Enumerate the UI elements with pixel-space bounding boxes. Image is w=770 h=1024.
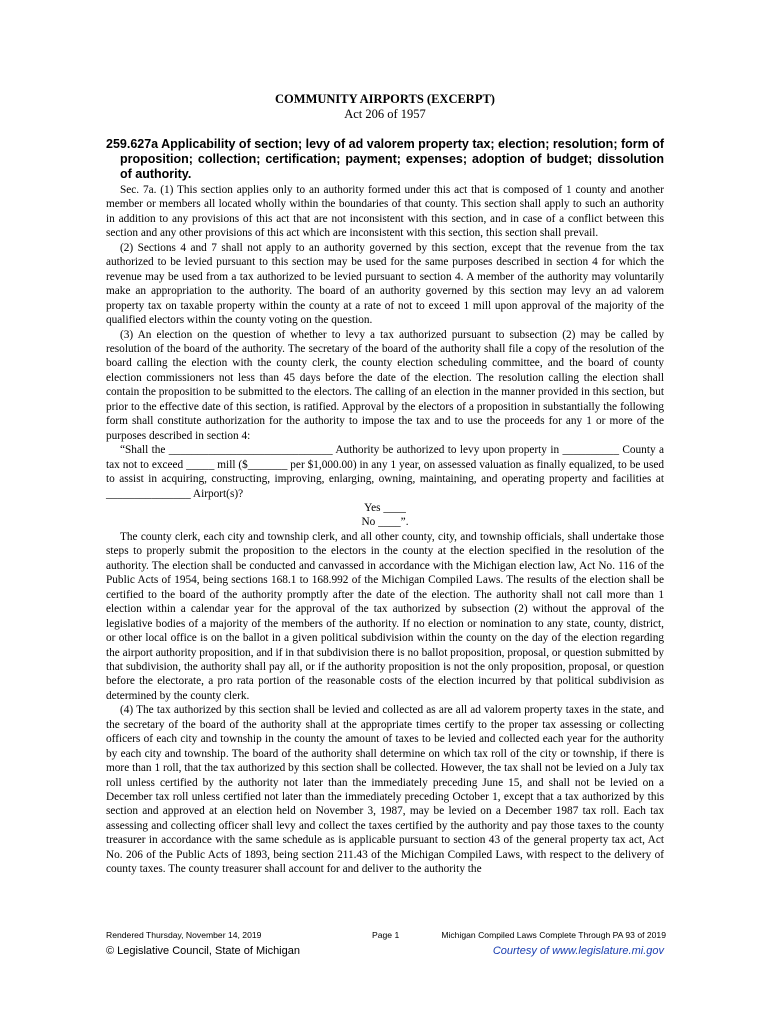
paragraph-5: (4) The tax authorized by this section shall be levied and collected as are all ad valorem property taxes in the state, and the secretary of the board of the authority shall at the appropriate times certify to the proper tax assessing or collecting officers of each city and township in the county the amount of taxes to be levied and collected each year for the authority by each city and township. The board of the authority shall determine on which tax roll of the city or township, if there is more than 1 roll, that the tax authorized by this section shall be collected. However, the tax shall not be levied on a July tax roll unless certified by the authority not later than the immediately preceding June 15, and shall not be levied on a December tax roll unless certified not later than the immediately preceding October 1, except that a tax authorized by this section and approved at an election held on November 3, 1987, may be levied on a December 1987 tax roll. Each tax assessing and collecting officer shall levy and collect the taxes certified by the authority and pay those taxes to the county treasurer in accordance with the same schedule as is applicable pursuant to section 43 of the general property tax act, Act No. 206 of the Public Acts of 1893, being section 211.43 of the Michigan Compiled Laws, with respect to the delivery of county taxes. The county treasurer shall account for and deliver to the authority the (106, 704, 664, 876)
copyright-notice: © Legislative Council, State of Michigan (106, 945, 300, 957)
page-number: Page 1 (372, 930, 400, 940)
paragraph-3: (3) An election on the question of whether to levy a tax authorized pursuant to subsection (2) may be called by resolution of the board of the authority. The secretary of the board of the authority shall file a copy of the resolution of the board calling the election with the county clerk, the county election scheduling committee, and the board of county election commissioners not less than 45 days before the date of the election. The resolution calling the election shall contain the proposition to be submitted to the electors. The calling of an election in the manner provided in this section, but prior to the effective date of this section, is ratified. Approval by the electors of a proposition in substantially the following form shall constitute authorization for the authority to impose the tax and to use the proceeds for any 1 or more of the purposes described in section 4: (106, 328, 664, 442)
page-footer (106, 930, 666, 941)
document-title: COMMUNITY AIRPORTS (EXCERPT) (275, 92, 495, 106)
courtesy-link[interactable]: Courtesy of www.legislature.mi.gov (492, 945, 664, 957)
paragraph-4: The county clerk, each city and township clerk, and all other county, city, and township officials, shall undertake those steps to properly submit the proposition to the electors in the county at the election specified in the resolution of the authority. The election shall be conducted and canvassed in accordance with the Michigan election law, Act No. 116 of the Public Acts of 1954, being sections 168.1 to 168.992 of the Michigan Compiled Laws. The results of the election shall be certified to the board of the authority promptly after the date of the election. The authority shall not call more than 1 election within a calendar year for the approval of the tax authorized by subsection (2) without the approval of the legislative bodies of a majority of the members of the authority. If no election or nomination to any state, county, district, or other local office is on the ballot in a given political subdivision within the county on the day of the election regarding the airport authority proposition, and if in that subdivision there is no ballot proposition, proposal, or question submitted by that subdivision, the authority shall pay all, or if the authority proposition is not the only proposition, proposal, or question before the electorate, a pro rata portion of the reasonable costs of the election incurred by that political subdivision as determined by the county clerk. (106, 530, 664, 702)
vote-no-line: No ____”. (361, 516, 409, 529)
vote-yes-line: Yes ____ (364, 501, 406, 514)
paragraph-1: Sec. 7a. (1) This section applies only to an authority formed under this act that is composed of 1 county and another member or members all located wholly within the boundaries of that county. This section shall apply to such an authority in addition to any provisions of this act that are not inconsistent with this section, and in case of a conflict between this section and any other provisions of this act which are inconsistent with this section, this section shall prevail. (106, 184, 664, 240)
ballot-proposition: “Shall the _____________________________ Authority be authorized to levy upon property in __________ County a tax not to exceed _____ mill ($_______ per $1,000.00) in any 1 year, on assessed valuation as finally equalized, to be used to assist in acquiring, constructing, improving, enlarging, owning, maintaining, and operating property and facilities at _______________ Airport(s)? (106, 444, 664, 500)
document-body (106, 92, 664, 877)
compiled-through: Michigan Compiled Laws Complete Through PA 93 of 2019 (441, 930, 666, 940)
section-heading: 259.627a Applicability of section; levy of ad valorem property tax; election; resolution; form of proposition; collection; certification; payment; expenses; adoption of budget; dissolution of authority. (106, 137, 665, 181)
paragraph-2: (2) Sections 4 and 7 shall not apply to an authority governed by this section, except that the revenue from the tax authorized to be levied pursuant to this section may be used for the same purposes described in section 4 for which the revenue may be used from a tax authorized to be levied pursuant to section 4. A member of the authority may voluntarily make an appropriation to the authority. The board of an authority governed by this section may levy an ad valorem property tax on taxable property within the county at a rate of not to exceed 1 mill upon approval of the majority of the qualified electors within the county voting on the question. (106, 241, 664, 327)
rendered-date: Rendered Thursday, November 14, 2019 (106, 930, 262, 940)
act-citation: Act 206 of 1957 (344, 107, 426, 121)
